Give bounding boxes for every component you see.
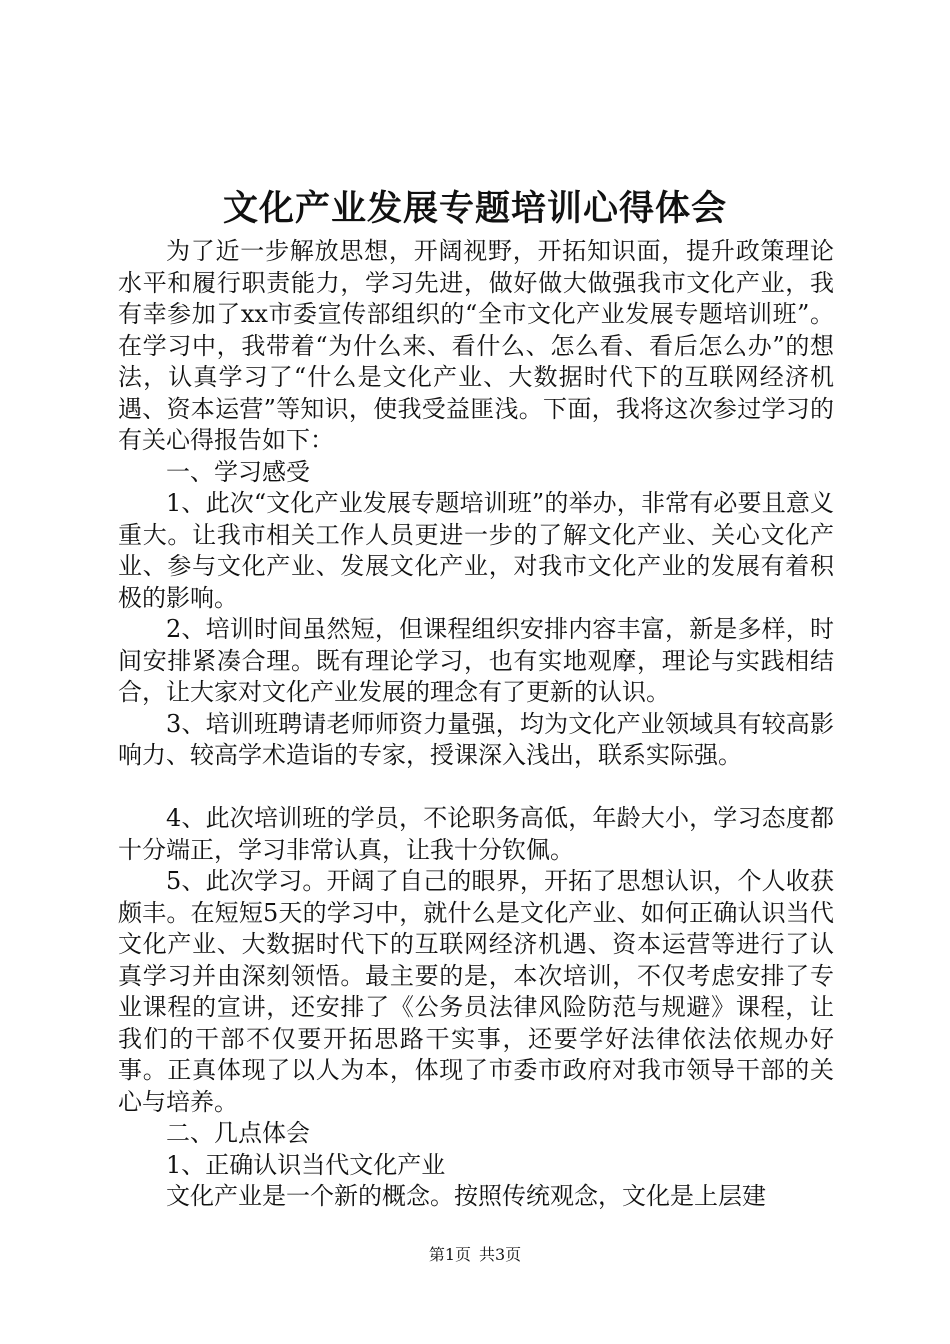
paragraph-item-2: 2、培训时间虽然短，但课程组织安排内容丰富，新是多样，时间安排紧凑合理。既有理论学习，也有实地观摩，理论与实践相结合，让大家对文化产业发展的理念有了更新的认识。 <box>118 615 834 706</box>
paragraph-concept: 文化产业是一个新的概念。按照传统观念，文化是上层建 <box>166 1182 766 1210</box>
page-number: 第1页 <box>428 1245 471 1264</box>
paragraph-item-5: 5、此次学习。开阔了自己的眼界，开拓了思想认识，个人收获颇丰。在短短5天的学习中，就什么是文化产业、如何正确认识当代文化产业、大数据时代下的互联网经济机遇、资本运营等进行了认真学习并由深刻领悟。最主要的是，本次培训，不仅考虑安排了专业课程的宣讲，还安排了《公务员法律风险防范与规避》课程，让我们的干部不仅要开拓思路干实事，还要学好法律依法依规办好事。正真体现了以人为本，体现了市委市政府对我市领导干部的关心与培养。 <box>118 867 834 1116</box>
page-total: 共3页 <box>479 1245 522 1264</box>
document-title: 文化产业发展专题培训心得体会 <box>222 188 727 229</box>
paragraph-item-4: 4、此次培训班的学员，不论职务高低，年龄大小，学习态度都十分端正，学习非常认真，让我十分钦佩。 <box>118 804 834 864</box>
subsection-heading-1: 1、正确认识当代文化产业 <box>166 1150 446 1179</box>
page-footer <box>0 1244 950 1266</box>
paragraph-intro: 为了近一步解放思想，开阔视野，开拓知识面，提升政策理论水平和履行职责能力，学习先进，做好做大做强我市文化产业，我有幸参加了xx市委宣传部组织的“全市文化产业发展专题培训班”。在学习中，我带着“为什么来、看什么、怎么看、看后怎么办”的想法，认真学习了“什么是文化产业、大数据时代下的互联网经济机遇、资本运营”等知识，使我受益匪浅。下面，我将这次参过学习的有关心得报告如下： <box>118 237 834 454</box>
paragraph-item-1: 1、此次“文化产业发展专题培训班”的举办，非常有必要且意义重大。让我市相关工作人员更进一步的了解文化产业、关心文化产业、参与文化产业、发展文化产业，对我市文化产业的发展有着积极的影响。 <box>118 489 834 612</box>
section-heading-2: 二、几点体会 <box>166 1119 310 1147</box>
section-heading-1: 一、学习感受 <box>166 457 310 486</box>
paragraph-item-3: 3、培训班聘请老师师资力量强，均为文化产业领域具有较高影响力、较高学术造诣的专家，授课深入浅出，联系实际强。 <box>118 709 834 769</box>
document-body <box>118 236 834 1213</box>
